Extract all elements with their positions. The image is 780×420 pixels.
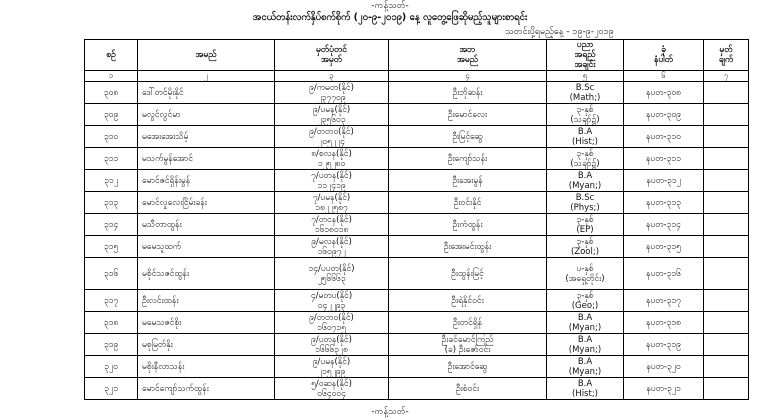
cell-name: မမေသဇင်စိုး	[138, 312, 275, 334]
cell-father: ဦးစံဝင်း	[389, 378, 547, 400]
cell-seat: နပတ-၃၁၁	[624, 148, 704, 170]
cell-name: မောင်ကျော်သက်ထွန်း	[138, 378, 275, 400]
cell-father: ဦးရဲနိုင်ဝင်း	[389, 290, 547, 312]
col-header-seat: ခုံ နံပါတ်	[624, 40, 704, 71]
cell-nrc: ၉/ပတန(နိုင်) ၁၆၆၆၃၂၈	[275, 334, 389, 356]
cell-no: ၃၁၀	[85, 126, 138, 148]
secret-label-bottom: -ကန့်သတ်-	[371, 407, 409, 417]
cell-father: ဦးကျော်သန်း	[389, 148, 547, 170]
cell-father: ဦးအောင်ဆွေ	[389, 356, 547, 378]
table-row	[85, 82, 749, 104]
cell-no: ၃၀၈	[85, 82, 138, 104]
cell-remark	[704, 236, 749, 258]
table-row	[85, 356, 749, 378]
cell-father: ဦးမောင်လေး	[389, 104, 547, 126]
cell-name: မစိုးနီလာသန်း	[138, 356, 275, 378]
cell-no: ၃၁၁	[85, 148, 138, 170]
cell-education: B.A (Myan;)	[547, 356, 624, 378]
cell-remark	[704, 378, 749, 400]
cell-remark	[704, 214, 749, 236]
cell-father: ဦးထွန်းမြင့်	[389, 258, 547, 290]
cell-nrc: ၈/စလန(နိုင်) ၁၂၅၂၈၀	[275, 148, 389, 170]
cell-name: မစိုင်သဇင်ထွန်း	[138, 258, 275, 290]
cell-name: မစုမြတ်နိုး	[138, 334, 275, 356]
table-row	[85, 334, 749, 356]
col-header-nrc: မှတ်ပုံတင် အမှတ်	[275, 40, 389, 71]
cell-remark	[704, 82, 749, 104]
cell-father: ဦးဝင်းနိုင်	[389, 192, 547, 214]
cell-no: ၃၀၉	[85, 104, 138, 126]
cell-nrc: ၇/ပတန(နိုင်) ၁၁၂၄၁၉	[275, 170, 389, 192]
cell-education: B.A (Myan;)	[547, 334, 624, 356]
cell-no: ၃၂၀	[85, 356, 138, 378]
cell-nrc: ၉/ကမတ(နိုင်) ၂၃၇၇၀၉	[275, 82, 389, 104]
cell-nrc: ၇/ပမန(နိုင်) ၁၈၂၂၅၈၇	[275, 192, 389, 214]
cell-seat: နပတ-၃၁၂	[624, 170, 704, 192]
col-number: ၂	[138, 71, 275, 82]
cell-father: ဦးဘိုဆန်း	[389, 82, 547, 104]
cell-father: ဦးကံထွန်း	[389, 214, 547, 236]
cell-name: ဒေါ်တင်မိုးနိုင်	[138, 82, 275, 104]
cell-name: မအေးအေးသိမ့်	[138, 126, 275, 148]
cell-remark	[704, 170, 749, 192]
cell-education: B.A (Myan;)	[547, 312, 624, 334]
col-header-no: စဉ်	[85, 40, 138, 71]
table-row	[85, 236, 749, 258]
cell-education: B.Sc (Math;)	[547, 82, 624, 104]
col-header-father: အဘ အမည်	[389, 40, 547, 71]
cell-no: ၃၂၁	[85, 378, 138, 400]
table-row	[85, 258, 749, 290]
col-number: ၃	[275, 71, 389, 82]
cell-education: ပ-နှစ် (အရှေ့တိုင်း)	[547, 258, 624, 290]
table-row	[85, 126, 749, 148]
cell-seat: နပတ-၃၀၈	[624, 82, 704, 104]
table-row	[85, 312, 749, 334]
cell-education: ၃-နှစ် (Zool;)	[547, 236, 624, 258]
cell-remark	[704, 104, 749, 126]
cell-no: ၃၁၆	[85, 258, 138, 290]
cell-seat: နပတ-၃၁၃	[624, 192, 704, 214]
col-number: ၆	[624, 71, 704, 82]
cell-father: ဦးတင်ရှိန်	[389, 312, 547, 334]
cell-seat: နပတ-၃၁၈	[624, 312, 704, 334]
cell-remark	[704, 312, 749, 334]
col-header-name: အမည်	[138, 40, 275, 71]
table-header-row	[85, 40, 749, 71]
cell-no: ၃၁၈	[85, 312, 138, 334]
cell-name: မသီတာထွန်း	[138, 214, 275, 236]
cell-nrc: ၉/ပမန(နိုင်) ၂၁၅၂၉၉	[275, 356, 389, 378]
cell-remark	[704, 192, 749, 214]
cell-father: ဦးမြင့်ဆွေ	[389, 126, 547, 148]
col-header-remark: မှတ် ချက်	[704, 40, 749, 71]
cell-nrc: ၉/တတဝ(နိုင်) ၂၀၅၂၂၄	[275, 126, 389, 148]
column-number-row	[85, 71, 749, 82]
col-number: ၅	[547, 71, 624, 82]
cell-education: ၃-နှစ် (သချာ်၌)	[547, 148, 624, 170]
cell-education: ၃-နှစ် (EP)	[547, 214, 624, 236]
cell-no: ၃၁၅	[85, 236, 138, 258]
cell-remark	[704, 356, 749, 378]
cell-nrc: ၄/မတပ(နိုင်) ၀၄၂၂၉၃	[275, 290, 389, 312]
cell-nrc: ၉/မလန(နိုင်) ၁၆၀၉၇၂	[275, 236, 389, 258]
cell-name: ဦးလင်းထန်း	[138, 290, 275, 312]
cell-remark	[704, 148, 749, 170]
table-row	[85, 192, 749, 214]
cell-education: B.A (Hist;)	[547, 378, 624, 400]
cell-no: ၃၁၇	[85, 290, 138, 312]
table-row	[85, 290, 749, 312]
cell-remark	[704, 126, 749, 148]
cell-name: မောင်လှုလေးငြိမ်းခန်း	[138, 192, 275, 214]
cell-remark	[704, 290, 749, 312]
cell-no: ၃၁၂	[85, 170, 138, 192]
table-row	[85, 148, 749, 170]
cell-nrc: ၉/တတဝ(နိုင်) ၁၆၀၇၁၅	[275, 312, 389, 334]
cell-seat: နပတ-၃၁၇	[624, 290, 704, 312]
cell-nrc: ၇/တငန(နိုင်) ၁၆၁၈၀၁၈	[275, 214, 389, 236]
cell-seat: နပတ-၃၀၉	[624, 104, 704, 126]
col-number: ၁	[85, 71, 138, 82]
col-number: ၄	[389, 71, 547, 82]
cell-nrc: ၅/ဝဆန(နိုင်) ၀၆၄၀၀၄	[275, 378, 389, 400]
cell-father: ဦးခင်မောင်ကြည် (ခ) ဦးဇော်ဝင်း	[389, 334, 547, 356]
cell-no: ၃၁၃	[85, 192, 138, 214]
cell-seat: နပတ-၃၁၉	[624, 334, 704, 356]
cell-seat: နပတ-၃၁၅	[624, 236, 704, 258]
table-row	[85, 378, 749, 400]
cell-education: B.Sc (Phys;)	[547, 192, 624, 214]
table-row	[85, 170, 749, 192]
cell-seat: နပတ-၃၁၆	[624, 258, 704, 290]
cell-education: ၃-နှစ် (သချာ်၌)	[547, 104, 624, 126]
col-number: ၇	[704, 71, 749, 82]
cell-no: ၃၁၉	[85, 334, 138, 356]
cell-nrc: ၉/ပမန(နိုင်) ၂၃၅၆၀၃	[275, 104, 389, 126]
secret-label-top: -ကန့်သတ်-	[371, 1, 409, 11]
cell-seat: နပတ-၃၁၀	[624, 126, 704, 148]
cell-seat: နပတ-၃၂၁	[624, 378, 704, 400]
cell-no: ၃၁၄	[85, 214, 138, 236]
page-title: အငယ်တန်းလက်နှိပ်စက်စိုက် (၂၀-၉-၂၀၁၉) နေ့ လူတွေ့ဖြေဆိုမည့်သူများစာရင်း	[252, 12, 528, 23]
cell-name: မောင်ဇင်ရှိန်းမွန်	[138, 170, 275, 192]
cell-name: မမေသူထက်	[138, 236, 275, 258]
cell-seat: နပတ-၃၂၀	[624, 356, 704, 378]
table-row	[85, 104, 749, 126]
col-header-education: ပညာ အရည် အချင်း	[547, 40, 624, 71]
cell-father: ဦးအေးမင်းထွန်း	[389, 236, 547, 258]
cell-education: B.A (Myan;)	[547, 170, 624, 192]
candidate-table	[84, 39, 749, 400]
cell-name: မလွင်လွင်မာ	[138, 104, 275, 126]
cell-name: မသက်မွန်အောင်	[138, 148, 275, 170]
cell-father: ဦးအေးမွန်	[389, 170, 547, 192]
cell-seat: နပတ-၃၁၄	[624, 214, 704, 236]
report-date: သတင်းပို့ရမည့်နေ့ - ၁၉-၉-၂၀၁၉	[505, 27, 614, 37]
cell-education: ၃-နှစ် (Geo;)	[547, 290, 624, 312]
cell-remark	[704, 258, 749, 290]
table-row	[85, 214, 749, 236]
cell-remark	[704, 334, 749, 356]
cell-nrc: ၁၄/ပပတ(နိုင်) ၂၅၆၆၆၃	[275, 258, 389, 290]
cell-education: B.A (Hist;)	[547, 126, 624, 148]
